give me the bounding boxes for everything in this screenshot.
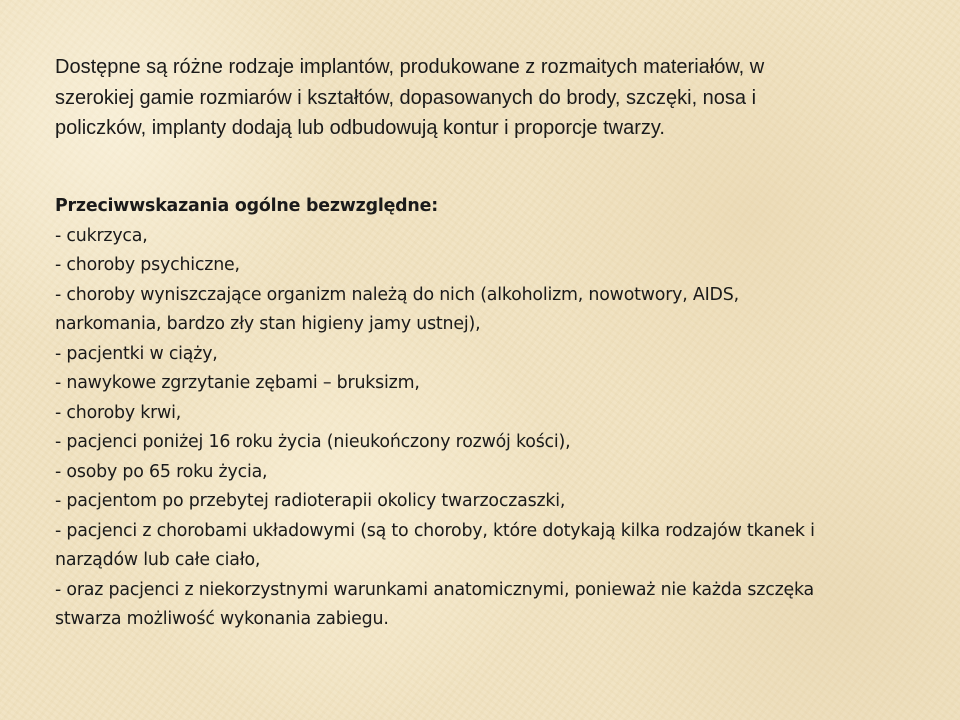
list-item: - pacjentom po przebytej radioterapii okolicy twarzoczaszki,: [55, 491, 566, 511]
list-item: - nawykowe zgrzytanie zębami – bruksizm,: [55, 373, 420, 393]
list-item: - oraz pacjenci z niekorzystnymi warunkami anatomicznymi, ponieważ nie każda szczęka stwarza możliwość wykonania zabiegu.: [55, 579, 815, 629]
intro-paragraph: Dostępne są różne rodzaje implantów, produkowane z rozmaitych materiałów, w szerokiej gamie rozmiarów i kształtów, dopasowanych do brody, szczęki, nosa i policzków, implanty dodają lub odbudowują kontur i proporcje twarzy.: [55, 56, 765, 139]
list-item: - pacjenci poniżej 16 roku życia (nieukończony rozwój kości),: [55, 432, 571, 452]
list-item: - choroby psychiczne,: [55, 255, 240, 275]
list-item: - osoby po 65 roku życia,: [55, 461, 268, 482]
list-item: - cukrzyca,: [55, 225, 148, 246]
list-item: - choroby wyniszczające organizm należą do nich (alkoholizm, nowotwory, AIDS, narkomania, bardzo zły stan higieny jamy ustnej),: [55, 284, 739, 334]
list-item: - choroby krwi,: [55, 402, 182, 423]
list-item: - pacjenci z chorobami układowymi (są to choroby, które dotykają kilka rodzajów tkanek i narządów lub całe ciało,: [55, 520, 815, 570]
contraindications-block: [55, 192, 935, 635]
contraindications-heading: Przeciwwskazania ogólne bezwzględne:: [55, 196, 438, 216]
list-item: - pacjentki w ciąży,: [55, 343, 218, 364]
